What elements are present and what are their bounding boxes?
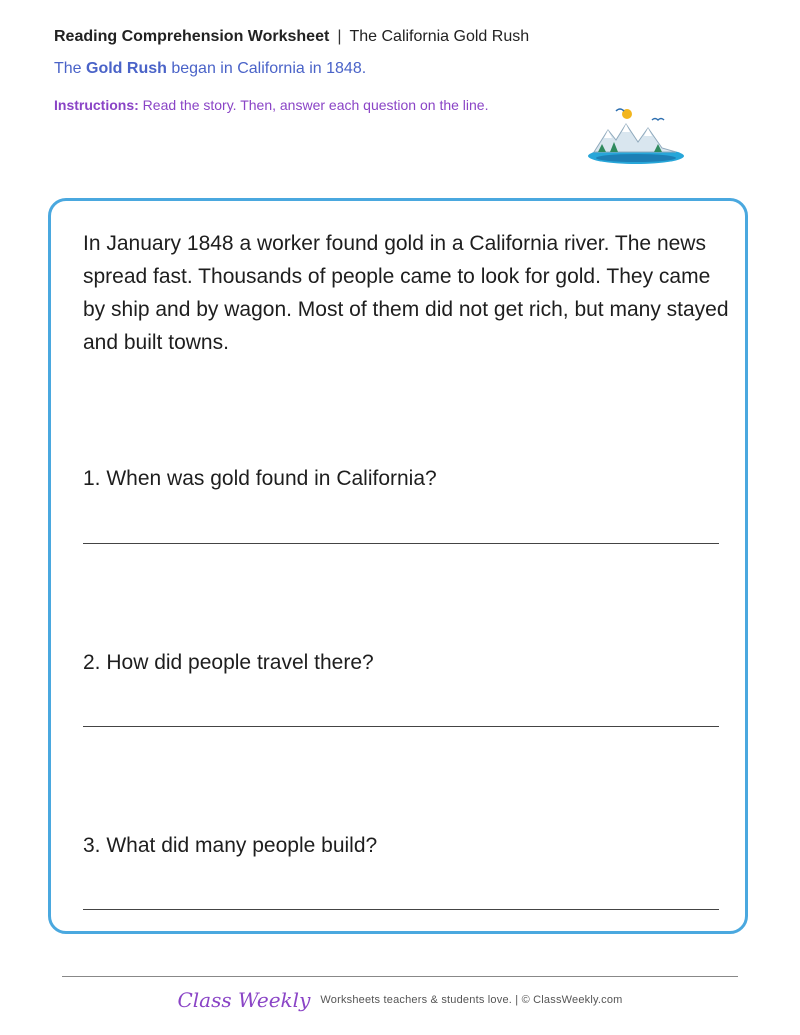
subtitle bbox=[54, 60, 366, 78]
worksheet-topic: The California Gold Rush bbox=[349, 28, 530, 45]
instructions bbox=[54, 94, 494, 116]
instructions-text: Read the story. Then, answer each question on the line. bbox=[138, 97, 489, 113]
question-2: 2. How did people travel there? bbox=[83, 651, 374, 674]
question-1: 1. When was gold found in California? bbox=[83, 467, 437, 490]
answer-line-1[interactable] bbox=[83, 543, 719, 544]
footer bbox=[0, 988, 800, 1012]
worksheet-header bbox=[54, 28, 529, 46]
worksheet-title: Reading Comprehension Worksheet bbox=[54, 28, 330, 45]
footer-divider bbox=[62, 976, 738, 977]
subtitle-bold: Gold Rush bbox=[86, 60, 167, 77]
mountain-lake-illustration bbox=[580, 100, 690, 170]
subtitle-prefix: The bbox=[54, 60, 87, 77]
footer-tagline: Worksheets teachers & students love. | © ClassWeekly.com bbox=[320, 994, 623, 1006]
lake-shadow bbox=[596, 154, 676, 162]
bird-icon bbox=[616, 109, 624, 111]
story-text: In January 1848 a worker found gold in a California river. The news spread fast. Thousands of people came to look for gold. They came by ship and by wagon. Most of them did not get rich, but many stayed and built towns. bbox=[83, 232, 729, 354]
cloud-icon bbox=[652, 119, 664, 121]
story-card bbox=[48, 198, 748, 934]
question-3: 3. What did many people build? bbox=[83, 834, 378, 857]
brand-logo: Class Weekly bbox=[177, 988, 311, 1012]
answer-line-2[interactable] bbox=[83, 726, 719, 727]
answer-line-3[interactable] bbox=[83, 909, 719, 910]
header-separator: | bbox=[337, 28, 342, 45]
subtitle-suffix: began in California in 1848. bbox=[166, 60, 367, 77]
instructions-label: Instructions: bbox=[54, 97, 139, 113]
